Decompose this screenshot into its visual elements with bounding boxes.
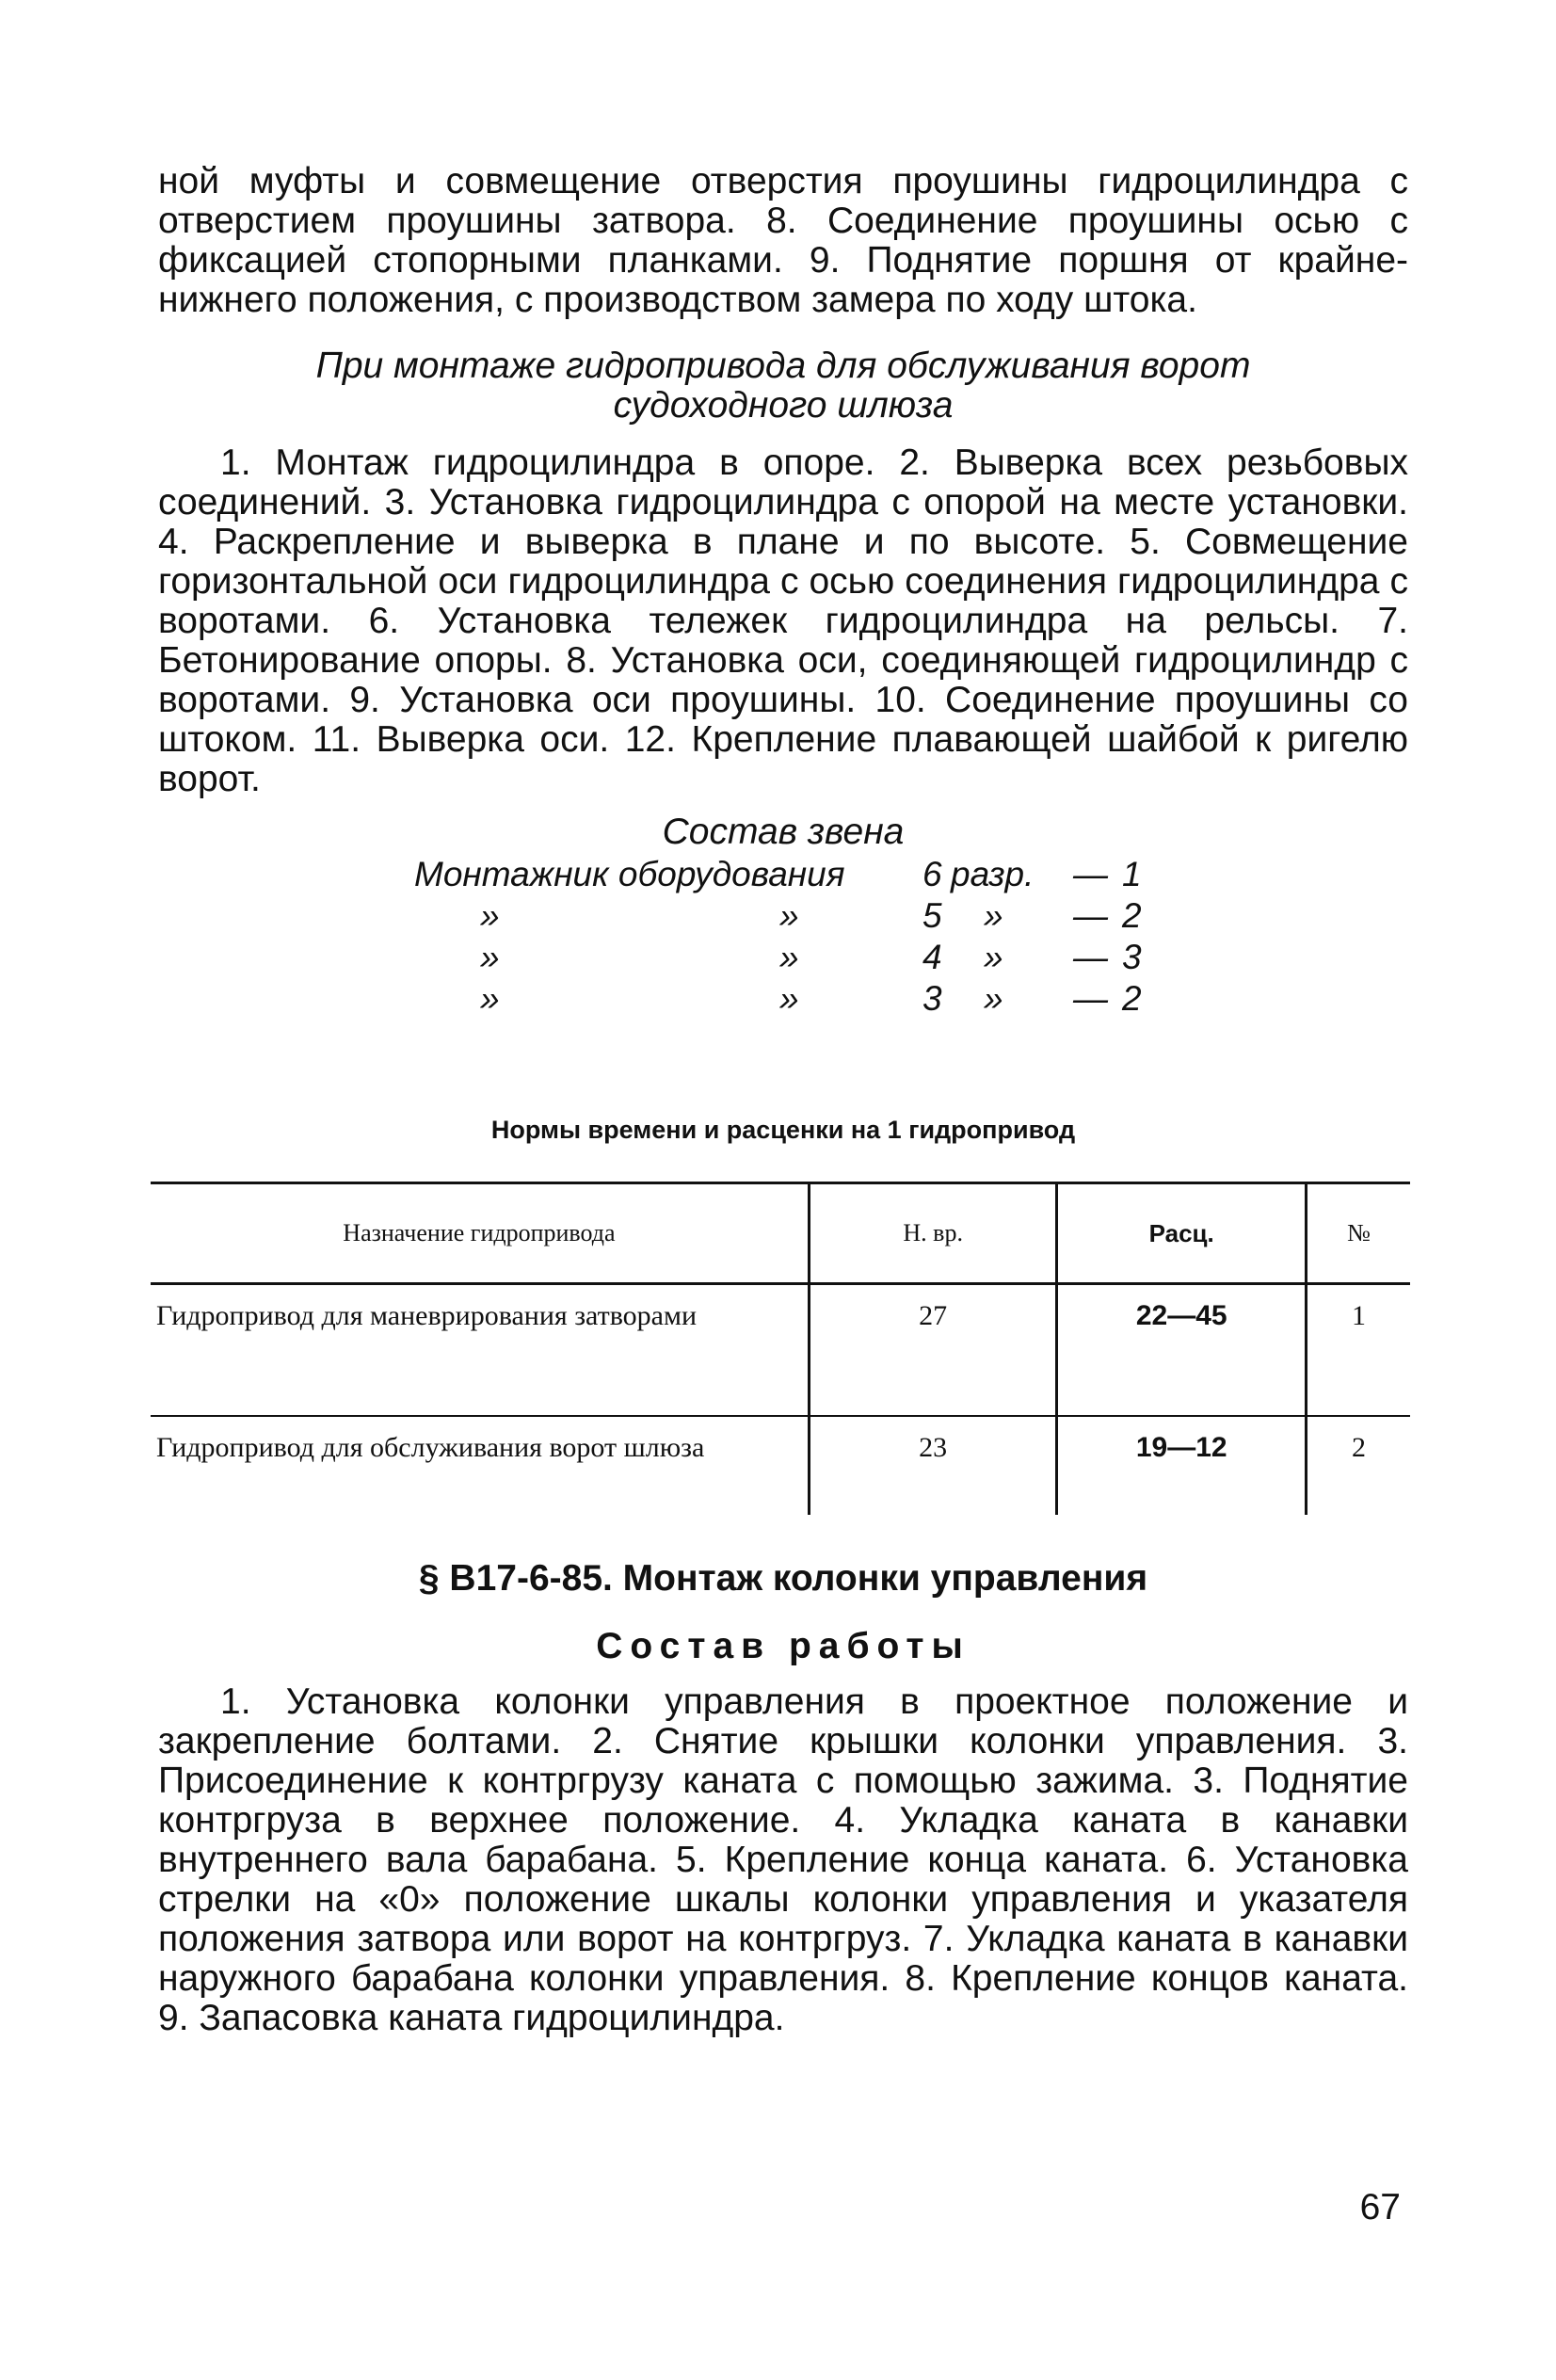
- crew-grade: 3: [922, 979, 942, 1018]
- cell-purpose: Гидропривод для маневрирования затворами: [151, 1284, 809, 1417]
- cell-number: 1: [1306, 1284, 1410, 1417]
- crew-dash: —: [1073, 979, 1108, 1018]
- crew-ditto: »: [480, 896, 500, 935]
- crew-count: 1: [1122, 855, 1142, 893]
- crew-ditto: »: [480, 979, 500, 1018]
- crew-grade: 5: [922, 896, 942, 935]
- crew-row: [414, 896, 1261, 938]
- crew-title: Состав звена: [662, 812, 905, 852]
- crew-grade-word: »: [984, 979, 1003, 1018]
- norms-table-title: Нормы времени и расценки на 1 гидропривод: [490, 1116, 1076, 1144]
- column-header-purpose: Назначение гидропривода: [343, 1219, 616, 1246]
- crew-grade: 4: [922, 938, 942, 976]
- table-row: [151, 1416, 1410, 1515]
- cell-time: 23: [809, 1416, 1057, 1515]
- section-title: § В17-6-85. Монтаж колонки управления: [418, 1558, 1148, 1599]
- crew-grade-word: »: [984, 896, 1003, 935]
- crew-row: [414, 855, 1261, 896]
- crew-ditto: »: [779, 896, 799, 935]
- gate-section-heading-line1: При монтаже гидропривода для обслуживания ворот: [315, 346, 1251, 386]
- crew-grade: 6: [922, 855, 942, 893]
- column-header-number: №: [1306, 1183, 1410, 1284]
- crew-row: [414, 938, 1261, 979]
- table-row: [151, 1284, 1410, 1417]
- crew-dash: —: [1073, 896, 1108, 935]
- crew-dash: —: [1073, 938, 1108, 976]
- gate-section-steps: 1. Монтаж гидроцилиндра в опоре. 2. Выверка всех резьбовых соединений. 3. Установка гидроцилиндра с опорой на месте установки. 4. Раскрепление и выверка в плане и по высоте. 5. Совмещение горизонтальной оси гидроцилиндра с осью соединения гидроцилиндра с воротами. 6. Установка тележек гидроцилиндра на рельсы. 7. Бетонирование опоры. 8. Установка оси, соединяющей гидроцилиндр с воротами. 9. Установка оси проушины. 10. Соединение проушины со штоком. 11. Выверка оси. 12. Крепление плавающей шайбой к ригелю ворот.: [158, 442, 1408, 799]
- column-header-time: Н. вр.: [809, 1183, 1057, 1284]
- table-header-row: [151, 1183, 1410, 1284]
- crew-list: [414, 855, 1261, 1024]
- crew-ditto: »: [779, 938, 799, 976]
- norms-table: [151, 1182, 1410, 1515]
- crew-profession: Монтажник оборудования: [414, 855, 845, 893]
- crew-grade-word: разр.: [951, 855, 1035, 893]
- section-steps: 1. Установка колонки управления в проектное положение и закрепление болтами. 2. Снятие крышки колонки управления. 3. Присоединение к контргрузу каната с помощью зажима. 3. Поднятие контргруза в верхнее положение. 4. Укладка каната в канавки внутреннего вала барабана. 5. Крепление конца каната. 6. Установка стрелки на «0» положение шкалы колонки управления и указателя положения затвора или ворот на контргруз. 7. Укладка каната в канавки наружного барабана колонки управления. 8. Крепление концов каната. 9. Запасовка каната гидроцилиндра.: [158, 1681, 1408, 2038]
- cell-time: 27: [809, 1284, 1057, 1417]
- page-number: 67: [1359, 2187, 1401, 2227]
- crew-grade-word: »: [984, 938, 1003, 976]
- cell-number: 2: [1306, 1416, 1410, 1515]
- crew-count: 2: [1122, 979, 1142, 1018]
- crew-ditto: »: [480, 938, 500, 976]
- crew-row: [414, 979, 1261, 1021]
- crew-dash: —: [1073, 855, 1108, 893]
- cell-rate: 22—45: [1057, 1284, 1306, 1417]
- crew-ditto: »: [779, 979, 799, 1018]
- crew-count: 3: [1122, 938, 1142, 976]
- column-header-rate: Расц.: [1057, 1183, 1306, 1284]
- intro-paragraph: ной муфты и совмещение отверстия проушины гидроцилиндра с отверстием проушины затвора. 8. Соединение проушины осью с фиксацией стопорными планками. 9. Поднятие поршня от крайне-нижнего положения, с производством замера по ходу штока.: [158, 161, 1408, 320]
- crew-count: 2: [1122, 896, 1142, 935]
- cell-rate: 19—12: [1057, 1416, 1306, 1515]
- gate-section-heading-line2: судоходного шлюза: [613, 385, 954, 426]
- work-composition-title: Состав работы: [596, 1626, 970, 1666]
- cell-purpose: Гидропривод для обслуживания ворот шлюза: [156, 1432, 705, 1463]
